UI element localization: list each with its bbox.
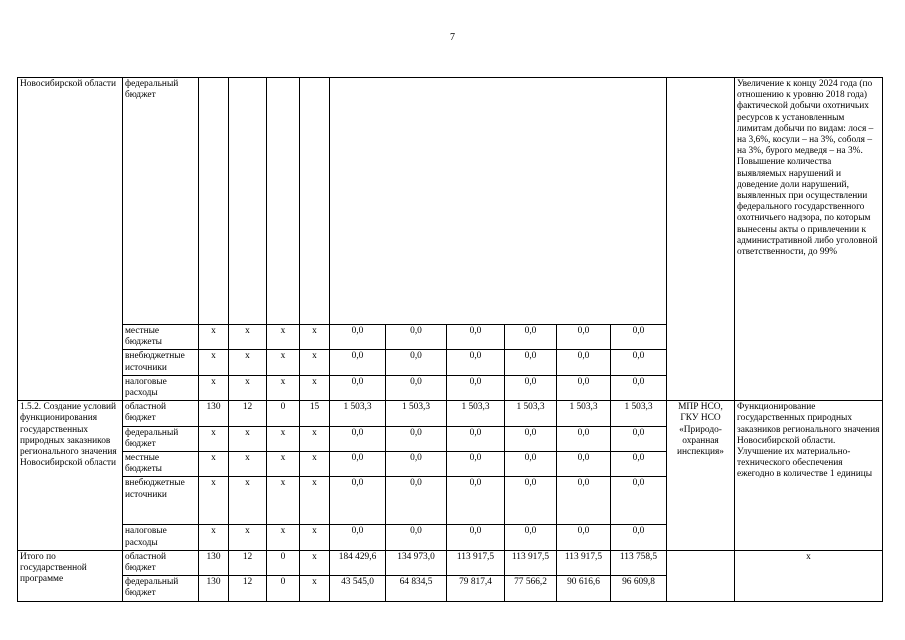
amount-cell: 0,0 <box>447 452 505 477</box>
code-cell: х <box>229 525 267 550</box>
executor-cell: МПР НСО, ГКУ НСО «Природо-охранная инспекция» <box>667 401 735 551</box>
amount-cell: 0,0 <box>611 350 667 375</box>
code-cell: 12 <box>229 576 267 601</box>
code-cell: х <box>300 525 330 550</box>
code-cell: х <box>229 325 267 350</box>
amount-cell: 0,0 <box>557 375 611 400</box>
amount-cell: 0,0 <box>386 477 447 525</box>
code-cell: х <box>229 477 267 525</box>
activity-name: Новосибирской области <box>18 78 123 401</box>
amount-cell: 0,0 <box>386 350 447 375</box>
code-cell: х <box>267 350 300 375</box>
amount-cell: 0,0 <box>386 375 447 400</box>
amount-cell: 0,0 <box>330 477 386 525</box>
code-cell: 130 <box>199 401 229 426</box>
amount-cell: 0,0 <box>557 350 611 375</box>
table-body <box>18 78 883 602</box>
funding-source: областной бюджет <box>123 550 199 575</box>
amount-cell: 0,0 <box>557 477 611 525</box>
amount-cell: 43 545,0 <box>330 576 386 601</box>
table-row <box>18 550 883 575</box>
amount-cell: 77 566,2 <box>505 576 557 601</box>
expected-result: Функционирование государственных природных заказников регионального значения Новосибирской области. Улучшение их материально-технического обеспечения ежегодно в количестве 1 единицы <box>735 401 883 551</box>
amount-cell: 0,0 <box>330 525 386 550</box>
funding-source: внебюджетные источники <box>123 350 199 375</box>
code-cell: х <box>300 375 330 400</box>
amount-cell: 1 503,3 <box>611 401 667 426</box>
amount-cell: 0,0 <box>447 525 505 550</box>
code-cell: х <box>229 375 267 400</box>
amount-cell: 0,0 <box>505 525 557 550</box>
amount-cell: 64 834,5 <box>386 576 447 601</box>
code-cell: х <box>300 477 330 525</box>
executor-cell <box>667 78 735 401</box>
code-cell: 0 <box>267 401 300 426</box>
activity-name: 1.5.2. Создание условий функционирования государственных природных заказников регионального значения Новосибирской области <box>18 401 123 551</box>
amount-cell: 0,0 <box>505 452 557 477</box>
amount-cell: 184 429,6 <box>330 550 386 575</box>
amount-cell: 0,0 <box>330 325 386 350</box>
amount-cell: 0,0 <box>505 350 557 375</box>
table-row <box>18 78 883 325</box>
code-cell: 0 <box>267 576 300 601</box>
code-cell: х <box>300 426 330 451</box>
amount-cell: 0,0 <box>330 375 386 400</box>
amount-cell: 0,0 <box>447 325 505 350</box>
code-cell: х <box>199 350 229 375</box>
code-cell: х <box>199 325 229 350</box>
amount-cell: 1 503,3 <box>557 401 611 426</box>
amount-cell: 0,0 <box>505 477 557 525</box>
code-cell: х <box>267 452 300 477</box>
code-cell: х <box>300 325 330 350</box>
program-table <box>17 77 883 602</box>
amount-cell: 0,0 <box>447 375 505 400</box>
amount-cell: 0,0 <box>447 426 505 451</box>
amount-cell: 0,0 <box>386 426 447 451</box>
amount-cell: 0,0 <box>505 325 557 350</box>
amount-cell: 0,0 <box>505 426 557 451</box>
amount-cell: 0,0 <box>330 350 386 375</box>
amount-cell: 0,0 <box>611 452 667 477</box>
code-cell: х <box>229 350 267 375</box>
code-cell: х <box>199 452 229 477</box>
table-row <box>18 401 883 426</box>
amount-cell: 113 917,5 <box>557 550 611 575</box>
amount-cell: 1 503,3 <box>505 401 557 426</box>
amount-cell: 113 758,5 <box>611 550 667 575</box>
code-cell: х <box>267 477 300 525</box>
code-cell: х <box>267 525 300 550</box>
amount-cell: 0,0 <box>611 525 667 550</box>
code-cell: х <box>199 426 229 451</box>
funding-source: федеральный бюджет <box>123 78 199 325</box>
code-cell: х <box>300 550 330 575</box>
funding-source: федеральный бюджет <box>123 426 199 451</box>
code-cell: 15 <box>300 401 330 426</box>
funding-source: местные бюджеты <box>123 325 199 350</box>
amount-cell: 79 817,4 <box>447 576 505 601</box>
funding-source: налоговые расходы <box>123 375 199 400</box>
amount-cell: 0,0 <box>557 525 611 550</box>
amount-cell: 1 503,3 <box>447 401 505 426</box>
funding-source: областной бюджет <box>123 401 199 426</box>
expected-result: х <box>735 550 883 601</box>
amount-cell: 134 973,0 <box>386 550 447 575</box>
amount-cell: 113 917,5 <box>447 550 505 575</box>
code-cell: х <box>199 525 229 550</box>
code-cell: х <box>229 426 267 451</box>
amount-cell: 0,0 <box>611 375 667 400</box>
amount-cell: 0,0 <box>611 477 667 525</box>
amount-cell: 0,0 <box>557 426 611 451</box>
funding-source: местные бюджеты <box>123 452 199 477</box>
amount-cell: 0,0 <box>557 325 611 350</box>
amount-cell: 0,0 <box>505 375 557 400</box>
amount-cell: 1 503,3 <box>386 401 447 426</box>
amount-cell: 0,0 <box>447 350 505 375</box>
amount-cell: 113 917,5 <box>505 550 557 575</box>
funding-source: федеральный бюджет <box>123 576 199 601</box>
page-number: 7 <box>450 32 455 43</box>
code-cell: х <box>300 350 330 375</box>
funding-source: налоговые расходы <box>123 525 199 550</box>
amount-cell: 96 609,8 <box>611 576 667 601</box>
amount-cell: 0,0 <box>386 325 447 350</box>
code-cell: 130 <box>199 550 229 575</box>
amount-cell: 0,0 <box>611 325 667 350</box>
code-cell: 12 <box>229 550 267 575</box>
amount-cell: 0,0 <box>330 452 386 477</box>
amount-cell: 90 616,6 <box>557 576 611 601</box>
expected-result: Увеличение к концу 2024 года (по отношению к уровню 2018 года) фактической добычи охотничьих ресурсов к установленным лимитам добычи по видам: лося – на 3,6%, косули – на 3%, соболя – на 3%, бурого медведя – на 3%. Повышение количества выявляемых нарушений и доведение доли нарушений, выявленных при осуществлении федерального государственного охотничьего надзора, по которым вынесены акты о привлечении к административной либо уголовной ответственности, до 99% <box>735 78 883 401</box>
code-cell: х <box>199 375 229 400</box>
amount-cell: 1 503,3 <box>330 401 386 426</box>
amount-cell: 0,0 <box>386 452 447 477</box>
code-cell: 0 <box>267 550 300 575</box>
total-label: Итого по государственной программе <box>18 550 123 601</box>
amount-cell: 0,0 <box>447 477 505 525</box>
code-cell: х <box>267 426 300 451</box>
code-cell: х <box>267 325 300 350</box>
amount-cell: 0,0 <box>386 525 447 550</box>
code-cell: х <box>300 576 330 601</box>
code-cell: х <box>267 375 300 400</box>
code-cell: х <box>300 452 330 477</box>
executor-cell <box>667 550 735 601</box>
amount-cell: 0,0 <box>611 426 667 451</box>
code-cell: х <box>229 452 267 477</box>
funding-source: внебюджетные источники <box>123 477 199 525</box>
code-cell: х <box>199 477 229 525</box>
code-cell: 130 <box>199 576 229 601</box>
amount-cell: 0,0 <box>330 426 386 451</box>
code-cell: 12 <box>229 401 267 426</box>
amount-cell: 0,0 <box>557 452 611 477</box>
